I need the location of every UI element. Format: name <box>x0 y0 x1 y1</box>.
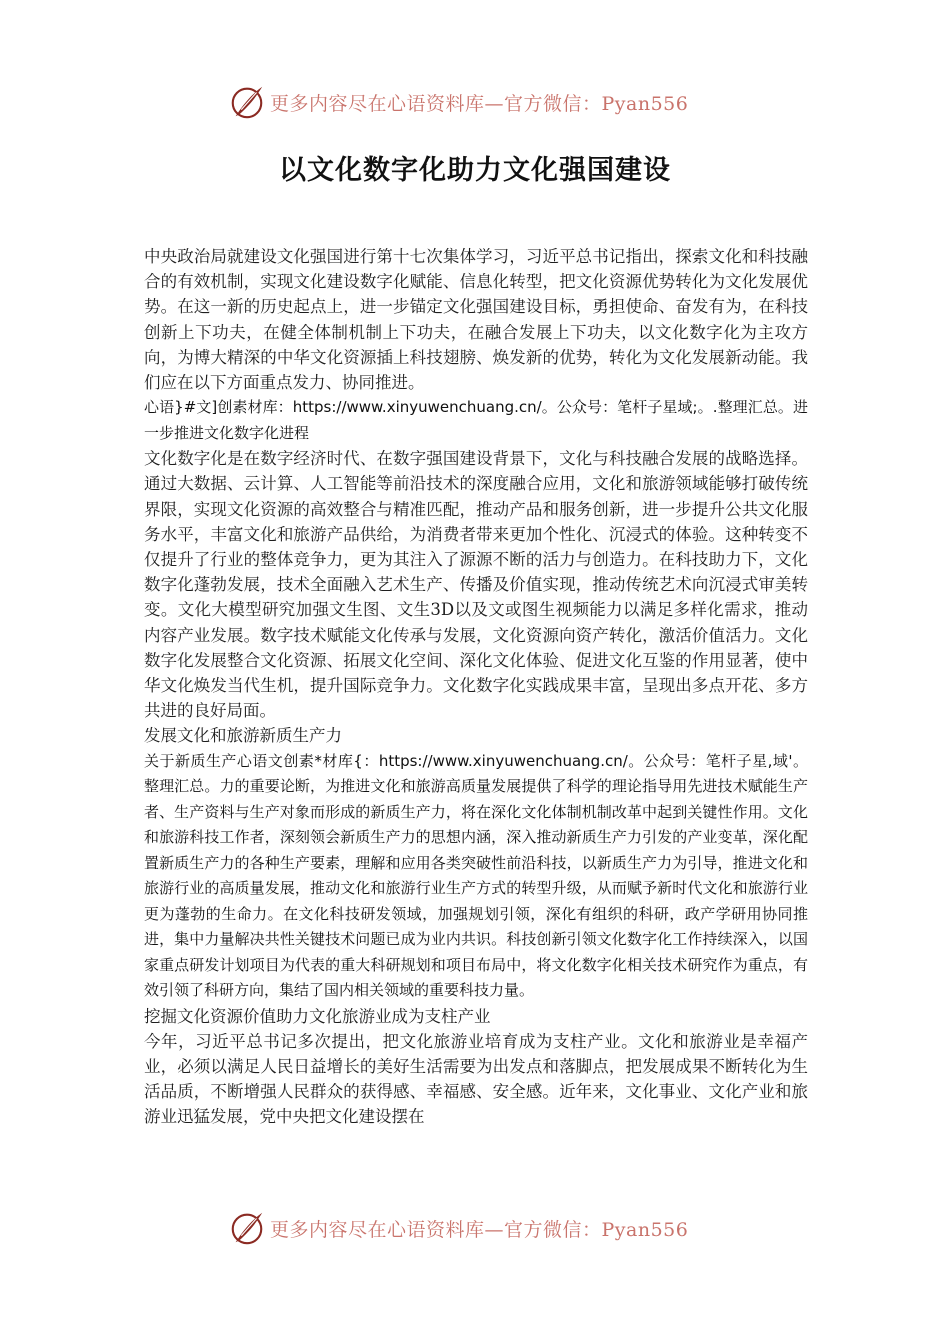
quill-pen-logo-icon <box>228 83 266 121</box>
banner-text: 更多内容尽在心语资料库—官方微信：Pyan556 <box>270 1218 689 1241</box>
source-note-2: 关于新质生产心语文创素*材库{：https://www.xinyuwenchuang.cn/。公众号：笔杆子星,域'。整理汇总。力的重要论断，为推进文化和旅游高质量发展提供了科学的理论指导用先进技术赋能生产者、生产资料与生产对象而形成的新质生产力，将在深化文化体制机制改革中起到关键性作用。文化和旅游科技工作者，深刻领会新质生产力的思想内涵，深入推动新质生产力引发的产业变革，深化配置新质生产力的各种生产要素，理解和应用各类突破性前沿科技，以新质生产力为引导，推进文化和旅游行业的高质量发展，推动文化和旅游行业生产方式的转型升级，从而赋予新时代文化和旅游行业更为蓬勃的生命力。在文化科技研发领域，加强规划引领，深化有组织的科研，政产学研用协同推进，集中力量解决共性关键技术问题已成为业内共识。科技创新引领文化数字化工作持续深入，以国家重点研发计划项目为代表的重大科研规划和项目布局中，将文化数字化相关技术研究作为重点，有效引领了科研方向，集结了国内相关领域的重要科技力量。 <box>144 751 808 1000</box>
body-paragraph-1: 文化数字化是在数字经济时代、在数字强国建设背景下，文化与科技融合发展的战略选择。通过大数据、云计算、人工智能等前沿技术的深度融合应用，文化和旅游领域能够打破传统界限，实现文化资源的高效整合与精准匹配，推动产品和服务创新，进一步提升公共文化服务水平，丰富文化和旅游产品供给，为消费者带来更加个性化、沉浸式的体验。这种转变不仅提升了行业的整体竞争力，更为其注入了源源不断的活力与创造力。在科技助力下，文化数字化蓬勃发展，技术全面融入艺术生产、传播及价值实现，推动传统艺术向沉浸式审美转变。文化大模型研究加强文生图、文生3D以及文或图生视频能力以满足多样化需求，推动内容产业发展。数字技术赋能文化传承与发展，文化资源向资产转化，激活价值活力。文化数字化发展整合文化资源、拓展文化空间、深化文化体验、促进文化互鉴的作用显著，使中华文化焕发当代生机，提升国际竞争力。文化数字化实践成果丰富，呈现出多点开花、多方共进的良好局面。 <box>144 449 808 721</box>
body-paragraph-2: 今年，习近平总书记多次提出，把文化旅游业培育成为支柱产业。文化和旅游业是幸福产业，必须以满足人民日益增长的美好生活需要为出发点和落脚点，把发展成果不断转化为生活品质，不断增强人民群众的获得感、幸福感、安全感。近年来，文化事业、文化产业和旅游业迅猛发展，党中央把文化建设摆在 <box>144 1031 808 1127</box>
banner-text: 更多内容尽在心语资料库—官方微信：Pyan556 <box>270 92 689 115</box>
source-note-1: 心语}#文]创素材库：https://www.xinyuwenchuang.cn/。公众号：笔杆子星域;。.整理汇总。进一步推进文化数字化进程 <box>144 398 808 442</box>
footer-banner <box>228 1206 728 1250</box>
section-heading-2: 挖掘文化资源价值助力文化旅游业成为支柱产业 <box>144 1006 491 1026</box>
page-title: 以文化数字化助力文化强国建设 <box>279 155 671 186</box>
section-heading-1: 发展文化和旅游新质生产力 <box>144 726 342 746</box>
intro-paragraph: 中央政治局就建设文化强国进行第十七次集体学习，习近平总书记指出，探索文化和科技融合的有效机制，实现文化建设数字化赋能、信息化转型，把文化资源优势转化为文化发展优势。在这一新的历史起点上，进一步锚定文化强国建设目标，勇担使命、奋发有为，在科技创新上下功夫，在健全体制机制上下功夫，在融合发展上下功夫，以文化数字化为主攻方向，为博大精深的中华文化资源插上科技翅膀、焕发新的优势，转化为文化发展新动能。我们应在以下方面重点发力、协同推进。 <box>144 247 808 393</box>
quill-pen-logo-icon <box>228 1209 266 1247</box>
header-banner <box>228 80 728 124</box>
article-body <box>144 244 808 1130</box>
